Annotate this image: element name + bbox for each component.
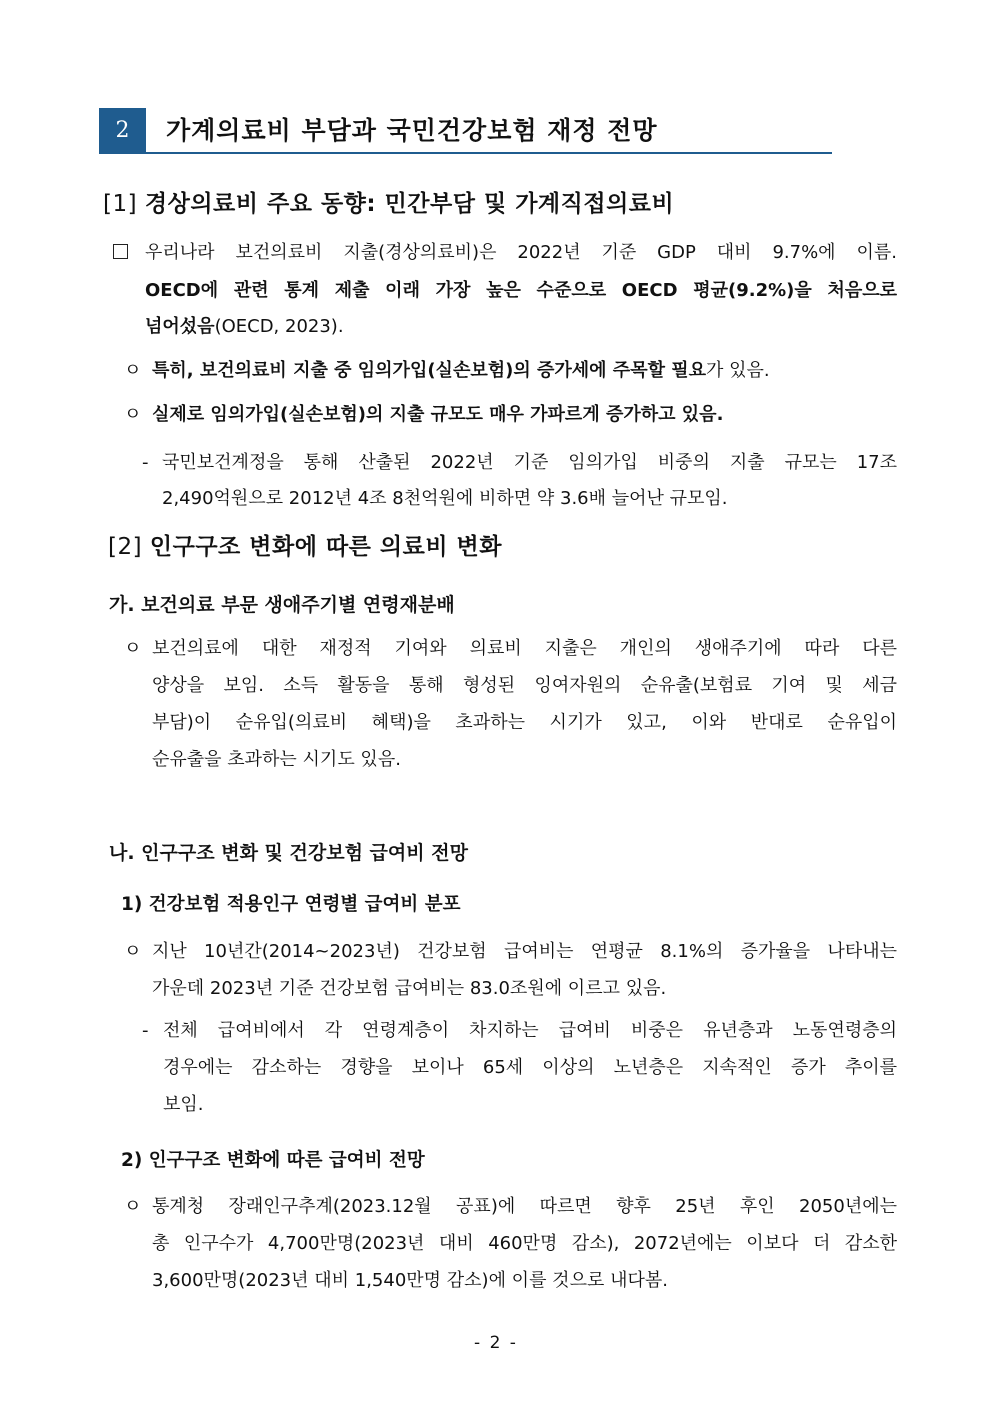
bullet-line: 3,600만명(2023년 대비 1,540만명 감소)에 이를 것으로 내다봄. (152, 1270, 668, 1291)
bullet-line: 실제로 임의가입(실손보험)의 지출 규모도 매우 가파르게 증가하고 있음. (152, 404, 724, 425)
subsection-heading: 가. 보건의료 부문 생애주기별 연령재분배 (109, 594, 455, 616)
bullet-line: 양상을 보임. 소득 활동을 통해 형성된 잉여자원의 순유출(보험료 기여 및 세금 (152, 675, 897, 696)
sub-subsection-heading: 2) 인구구조 변화에 따른 급여비 전망 (121, 1150, 425, 1171)
square-bullet-icon (113, 244, 128, 263)
sub-subsection-heading: 1) 건강보험 적용인구 연령별 급여비 분포 (121, 894, 461, 915)
bullet-line: 총 인구수가 4,700만명(2023년 대비 460만명 감소), 2072년에는 이보다 더 감소한 (152, 1233, 897, 1254)
dash-bullet-icon: - (142, 1020, 149, 1041)
bullet-line: 보건의료에 대한 재정적 기여와 의료비 지출은 개인의 생애주기에 따라 다른 (152, 638, 897, 659)
part2-heading (108, 531, 502, 563)
circle-bullet-icon: ㅇ (124, 638, 142, 659)
section-title: 가계의료비 부담과 국민건강보험 재정 전망 (166, 116, 658, 145)
section-divider (99, 152, 832, 154)
subsection-heading: 나. 인구구조 변화 및 건강보험 급여비 전망 (109, 842, 468, 864)
paragraph-citation: (OECD, 2023). (214, 316, 344, 337)
circle-bullet-icon: ㅇ (124, 404, 142, 425)
dash-line: 경우에는 감소하는 경향을 보이나 65세 이상의 노년층은 지속적인 증가 추이를 (163, 1057, 897, 1078)
dash-line: 보임. (163, 1094, 204, 1115)
circle-bullet-icon: ㅇ (124, 941, 142, 962)
paragraph-line: OECD에 관련 통계 제출 이래 가장 높은 수준으로 OECD 평균(9.2%)을 처음으로 (145, 280, 897, 301)
part1-heading (103, 188, 674, 220)
bullet-line (152, 356, 897, 386)
part1-heading-prefix: [1] (103, 191, 138, 217)
part2-heading-prefix: [2] (108, 534, 143, 560)
paragraph-line (145, 312, 897, 342)
paragraph-emphasis: 넘어섰음 (145, 316, 215, 337)
section-number: 2 (99, 108, 146, 153)
bullet-line: 통계청 장래인구추계(2023.12월 공표)에 따르면 향후 25년 후인 2050년에는 (152, 1196, 897, 1217)
bullet-line: 부담)이 순유입(의료비 혜택)을 초과하는 시기가 있고, 이와 반대로 순유입이 (152, 712, 897, 733)
bullet-line: 지난 10년간(2014~2023년) 건강보험 급여비는 연평균 8.1%의 증가율을 나타내는 (152, 941, 897, 962)
bullet-emphasis: 특히, 보건의료비 지출 중 임의가입(실손보험)의 증가세에 주목할 필요 (152, 360, 707, 381)
circle-bullet-icon: ㅇ (124, 1196, 142, 1217)
dash-line: 2,490억원으로 2012년 4조 8천억원에 비하면 약 3.6배 늘어난 규모임. (162, 488, 728, 509)
bullet-text: 가 있음. (706, 360, 770, 381)
dash-line: 국민보건계정을 통해 산출된 2022년 기준 임의가입 비중의 지출 규모는 17조 (162, 452, 897, 473)
circle-bullet-icon: ㅇ (124, 360, 142, 381)
bullet-line: 가운데 2023년 기준 건강보험 급여비는 83.0조원에 이르고 있음. (152, 978, 667, 999)
paragraph-line: 우리나라 보건의료비 지출(경상의료비)은 2022년 기준 GDP 대비 9.7%에 이름. (145, 242, 897, 263)
part1-heading-text: 경상의료비 주요 동향: 민간부담 및 가계직접의료비 (144, 191, 675, 217)
part2-heading-text: 인구구조 변화에 따른 의료비 변화 (149, 534, 502, 560)
bullet-line: 순유출을 초과하는 시기도 있음. (152, 749, 401, 770)
page-number: - 2 - (474, 1333, 518, 1353)
dash-line: 전체 급여비에서 각 연령계층이 차지하는 급여비 비중은 유년층과 노동연령층의 (163, 1020, 897, 1041)
dash-bullet-icon: - (142, 452, 149, 473)
